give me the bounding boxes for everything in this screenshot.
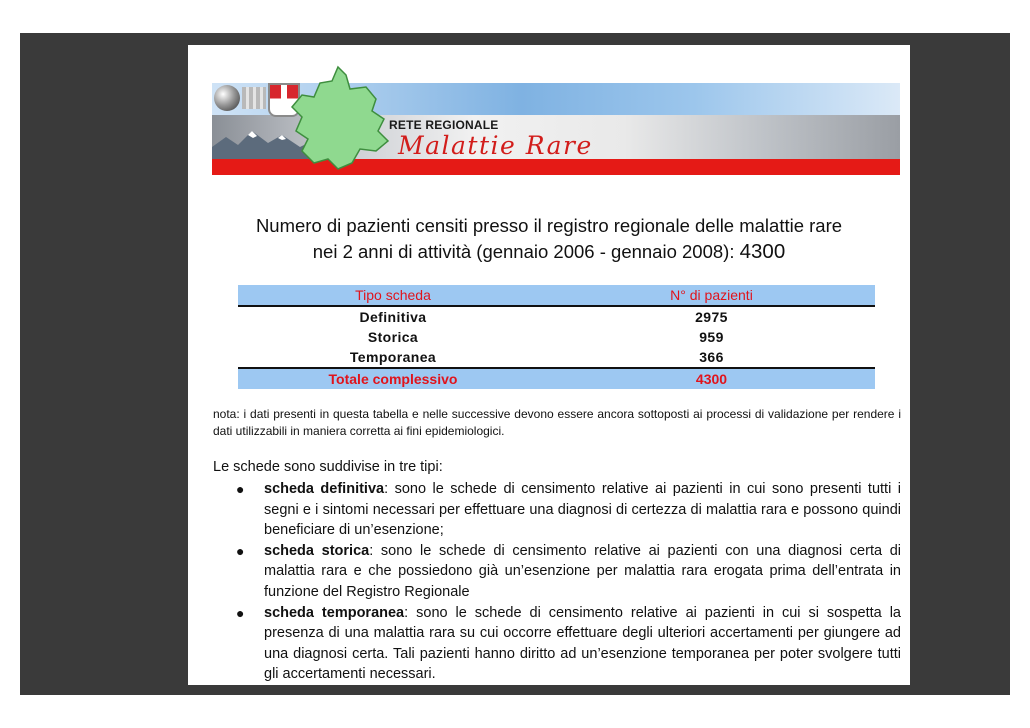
banner-network-label: RETE REGIONALE <box>389 118 499 132</box>
definition-term: scheda storica <box>264 542 370 559</box>
cell-count: 2975 <box>695 309 728 325</box>
cell-count: 959 <box>699 329 724 345</box>
document-page <box>188 45 910 685</box>
title-line-2 <box>188 239 910 265</box>
list-item <box>236 603 901 685</box>
note-paragraph: nota: i dati presenti in questa tabella e nelle successive devono essere ancora sottoposti ai processi di validazione per rendere i dati utilizzabili in maniera corretta ai fini epidemiologici. <box>213 407 901 438</box>
definition-text: : sono le schede di censimento relative ai pazienti in cui si sospetta la presenza di una malattia rara su cui occorre effettuare degli ulteriori accertamenti per giungere ad una diagnosi certa. Tali pazienti hanno diritto ad un’esenzione temporanea per poter svolgere tutti gli accertamenti necessari. <box>264 604 901 683</box>
title-line-1: Numero di pazienti censiti presso il registro regionale delle malattie rare <box>255 215 843 236</box>
stripes-icon <box>242 87 266 109</box>
title-total: 4300 <box>739 240 786 263</box>
header-tipo-scheda: Tipo scheda <box>355 287 431 303</box>
definition-term: scheda definitiva <box>264 481 385 497</box>
cell-type: Temporanea <box>349 349 437 365</box>
table-header <box>238 285 875 307</box>
footer-total-label: Totale complessivo <box>328 371 458 387</box>
definition-term: scheda temporanea <box>264 604 405 621</box>
table-row <box>238 327 875 347</box>
definitions-list <box>236 479 901 685</box>
cell-count: 366 <box>699 349 724 365</box>
banner-logotype: Malattie Rare <box>398 131 593 160</box>
page-title <box>188 213 910 265</box>
footer-total-value: 4300 <box>695 371 728 387</box>
bullet-icon: ● <box>236 604 245 621</box>
definition-text: : sono le schede di censimento relative ai pazienti con una diagnosi certa di malattia rara e che possiedono già un’esenzione per malattia rara erogata prima dell’entrata in funzione del Registro Regionale <box>264 542 901 600</box>
title-line-2-text: nei 2 anni di attività (gennaio 2006 - gennaio 2008): <box>312 241 740 262</box>
table-row <box>238 347 875 367</box>
cell-type: Storica <box>367 329 419 345</box>
list-item <box>236 479 901 541</box>
patients-table <box>238 285 875 389</box>
definition-text: : sono le schede di censimento relative ai pazienti in cui sono presenti tutti i segni e i sintomi necessari per effettuare una diagnosi di certezza di malattia rara e possono quindi beneficiare di un’esenzione; <box>264 481 901 539</box>
bullet-icon: ● <box>236 542 245 559</box>
header-banner <box>212 65 900 177</box>
table-row <box>238 307 875 327</box>
intro-text: Le schede sono suddivise in tre tipi: <box>213 459 443 475</box>
cell-type: Definitiva <box>359 309 427 325</box>
header-n-pazienti: N° di pazienti <box>670 287 753 303</box>
sphere-icon <box>214 85 240 111</box>
table-footer <box>238 367 875 389</box>
piemonte-map-icon <box>280 65 392 171</box>
list-item <box>236 541 901 603</box>
bullet-icon: ● <box>236 481 245 497</box>
